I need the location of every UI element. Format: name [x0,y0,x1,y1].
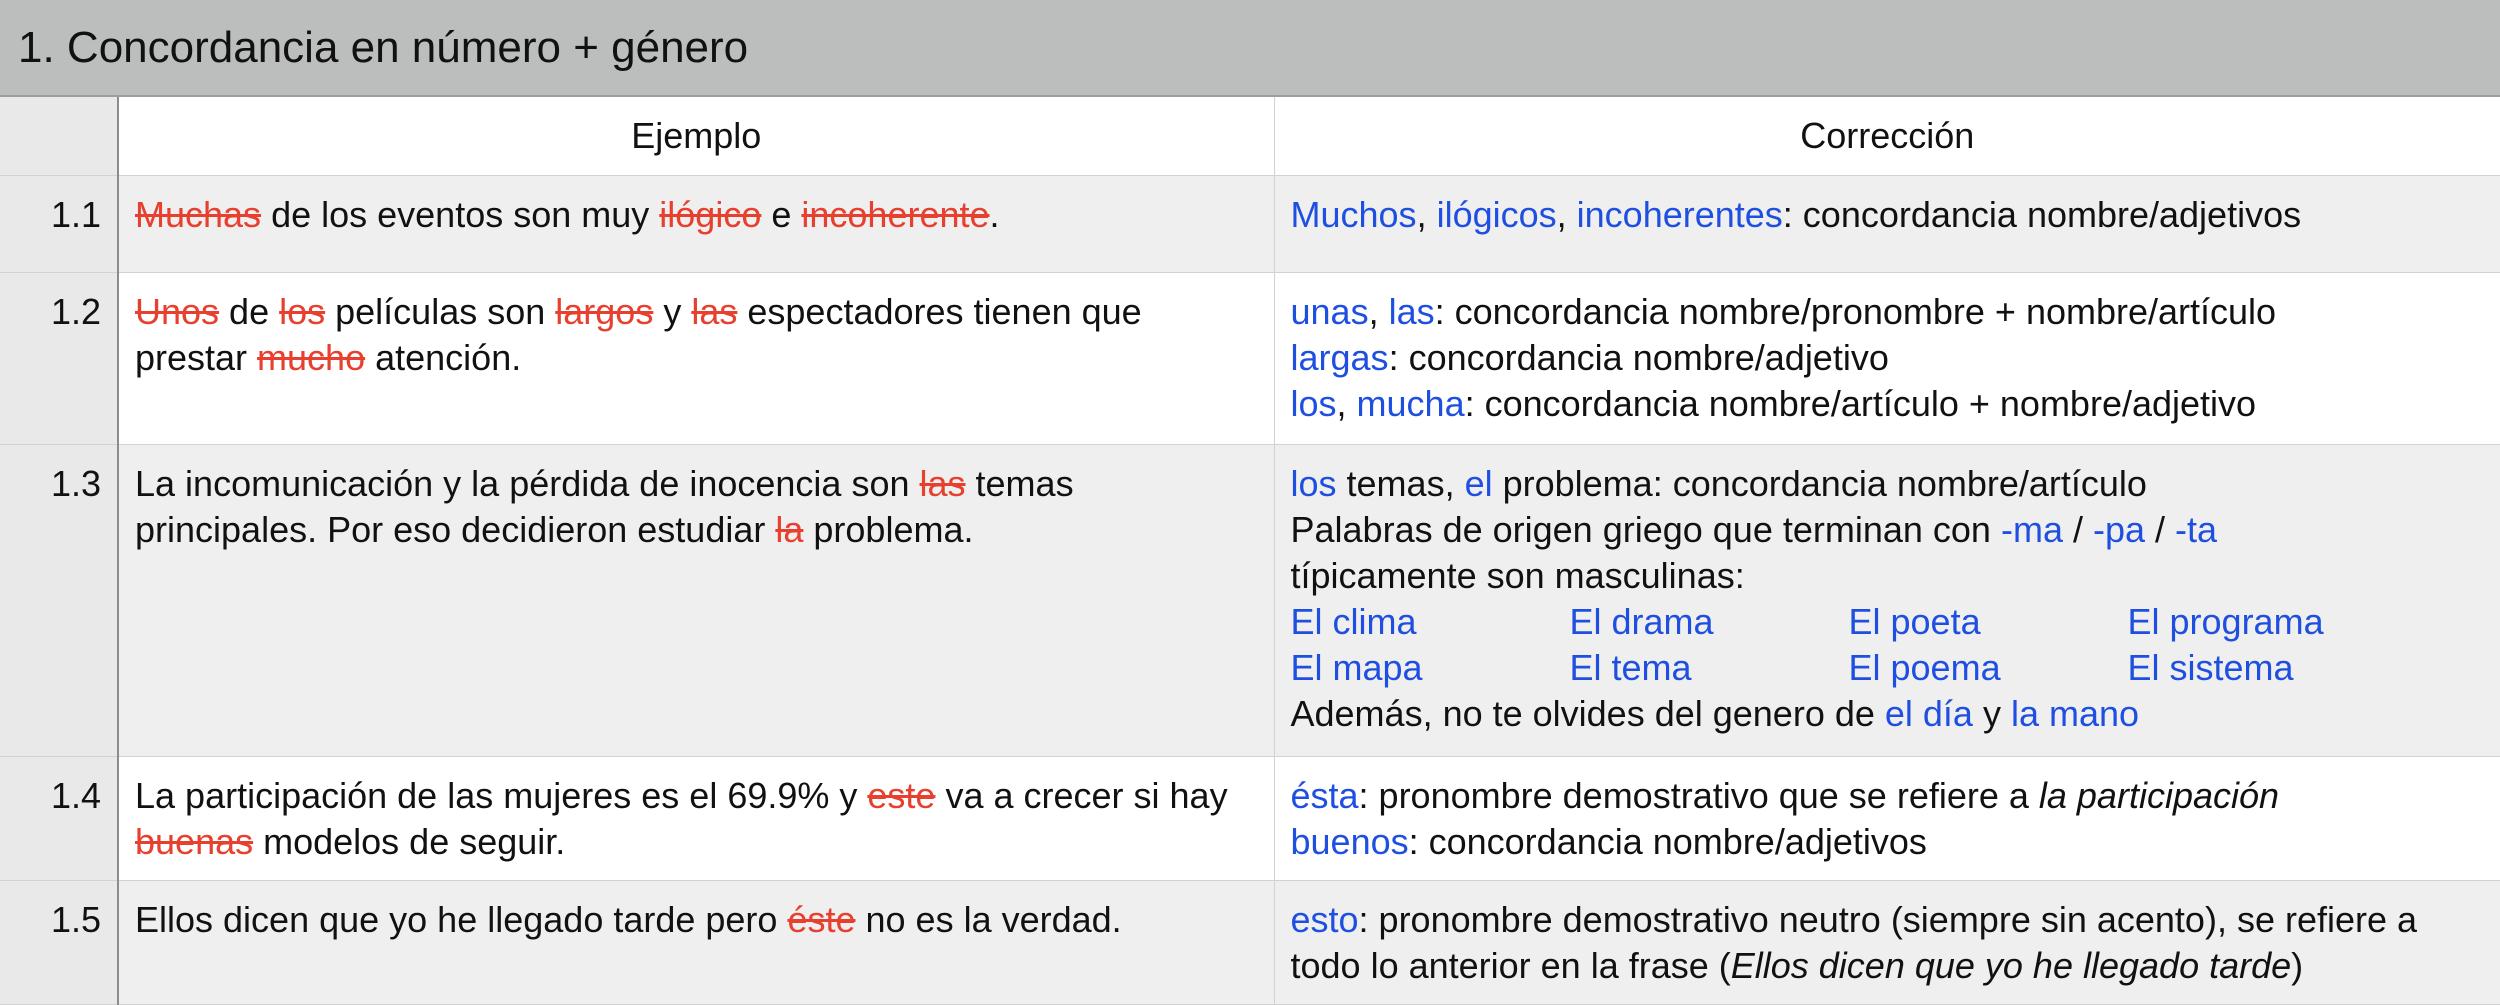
corrected-word: las [1388,290,1435,332]
example-text: problema. [803,508,974,550]
row-number: 1.2 [0,272,118,444]
example-text: . [989,193,1000,235]
correction-text: : pronombre demostrativo neutro (siempre sin acento), se refiere a todo lo anterior en la frase ( [1290,898,2418,986]
correction-text: , [1556,193,1577,235]
example-text: no es la verdad. [855,898,1122,940]
example-word: El clima [1290,600,1417,642]
example-word: El programa [2127,600,2324,642]
example-text: temas principales. Por eso decidieron estudiar [135,462,1074,550]
example-word: El drama [1569,600,1714,642]
row-number: 1.3 [0,444,118,756]
corrected-word: ilógicos [1436,193,1557,235]
example-cell [118,175,1274,272]
correction-text: : concordancia nombre/adjetivos [1408,820,1927,862]
correction-text: y [1972,692,2011,734]
section-title: 1. Concordancia en número + género [0,0,2500,97]
example-word: El sistema [2127,646,2294,688]
example-text: y [653,290,692,332]
correction-text: / [2145,508,2176,550]
correction-text: : concordancia nombre/adjetivos [1782,193,2302,235]
header-row [0,97,2500,175]
example-word: El poema [1848,646,2001,688]
table-row [0,272,2500,444]
correction-line [1291,553,2483,599]
correction-text: / [2062,508,2093,550]
error-word: incoherente [801,193,990,235]
corrected-word: -ma [2000,508,2063,550]
error-word: mucho [257,336,366,378]
error-word: las [691,290,738,332]
example-text: modelos de seguir. [253,820,566,862]
example-text: de [219,290,280,332]
example-text: atención. [365,336,522,378]
example-words-row [1291,645,2483,691]
table-row [0,756,2500,880]
correction-line [1291,819,2483,865]
correction-cell [1274,880,2500,1004]
correction-line [1291,381,2483,427]
example-cell [118,444,1274,756]
corrected-word: Muchos [1290,193,1417,235]
error-word: largos [555,290,654,332]
corrected-word: la mano [2010,692,2140,734]
correction-text: , [1368,290,1389,332]
correction-cell [1274,175,2500,272]
correction-text: temas, [1336,462,1465,504]
example-text: e [761,193,802,235]
correction-text: : concordancia nombre/pronombre + nombre/artículo [1434,290,2277,332]
example-text: La incomunicación y la pérdida de inocencia son [135,462,920,504]
error-word: buenas [135,820,254,862]
row-number: 1.1 [0,175,118,272]
error-word: Muchas [135,193,262,235]
correction-line [1291,461,2483,507]
corrected-word: buenos [1290,820,1409,862]
correction-text: Además, no te olvides del genero de [1290,692,1885,734]
correction-line [1291,773,2483,819]
row-number: 1.5 [0,880,118,1004]
corrected-word: incoherentes [1576,193,1783,235]
correction-cell [1274,272,2500,444]
corrected-word: -pa [2092,508,2146,550]
corrected-word: ésta [1290,774,1359,816]
table-row [0,175,2500,272]
correction-text: ) [2291,944,2304,986]
correction-line [1291,289,2483,335]
corrected-word: mucha [1356,382,1465,424]
error-word: éste [787,898,856,940]
example-cell [118,756,1274,880]
correction-line [1291,691,2483,737]
correction-line [1291,507,2483,553]
correction-cell [1274,444,2500,756]
correction-line [1291,335,2483,381]
header-correccion: Corrección [1274,97,2500,175]
error-word: Unos [135,290,220,332]
corrections-table [0,97,2500,1005]
correction-text: : concordancia nombre/artículo + nombre/adjetivo [1464,382,2257,424]
correction-cell [1274,756,2500,880]
example-words-row [1291,599,2483,645]
corrected-word: el [1464,462,1493,504]
italic-reference: la participación [2038,774,2280,816]
corrected-word: largas [1290,336,1389,378]
error-word: los [279,290,326,332]
example-text: va a crecer si hay [935,774,1228,816]
correction-text: típicamente son masculinas: [1290,554,1745,596]
example-text: Ellos dicen que yo he llegado tarde pero [135,898,788,940]
table-row [0,444,2500,756]
example-word: El poeta [1848,600,1981,642]
correction-text: Palabras de origen griego que terminan con [1290,508,2001,550]
example-text: espectadores tienen que prestar [135,290,1142,378]
example-cell [118,880,1274,1004]
error-word: ilógico [659,193,762,235]
example-cell [118,272,1274,444]
example-text: de los eventos son muy [261,193,660,235]
corrected-word: unas [1290,290,1369,332]
corrected-word: los [1290,382,1337,424]
corrected-word: el día [1884,692,1973,734]
error-word: la [775,508,804,550]
error-word: este [867,774,936,816]
example-word: El mapa [1290,646,1423,688]
corrected-word: esto [1290,898,1359,940]
example-word: El tema [1569,646,1692,688]
correction-text: : concordancia nombre/adjetivo [1388,336,1889,378]
italic-reference: Ellos dicen que yo he llegado tarde [1730,944,2292,986]
table-row [0,880,2500,1004]
example-text: películas son [325,290,556,332]
error-word: las [919,462,966,504]
header-ejemplo: Ejemplo [118,97,1274,175]
header-number-cell [0,97,118,175]
correction-text: , [1336,382,1357,424]
corrected-word: los [1290,462,1337,504]
example-text: La participación de las mujeres es el 69.9% y [135,774,868,816]
row-number: 1.4 [0,756,118,880]
correction-text: problema: concordancia nombre/artículo [1492,462,2147,504]
correction-text: : pronombre demostrativo que se refiere a [1358,774,2039,816]
corrected-word: -ta [2175,508,2218,550]
correction-text: , [1416,193,1437,235]
